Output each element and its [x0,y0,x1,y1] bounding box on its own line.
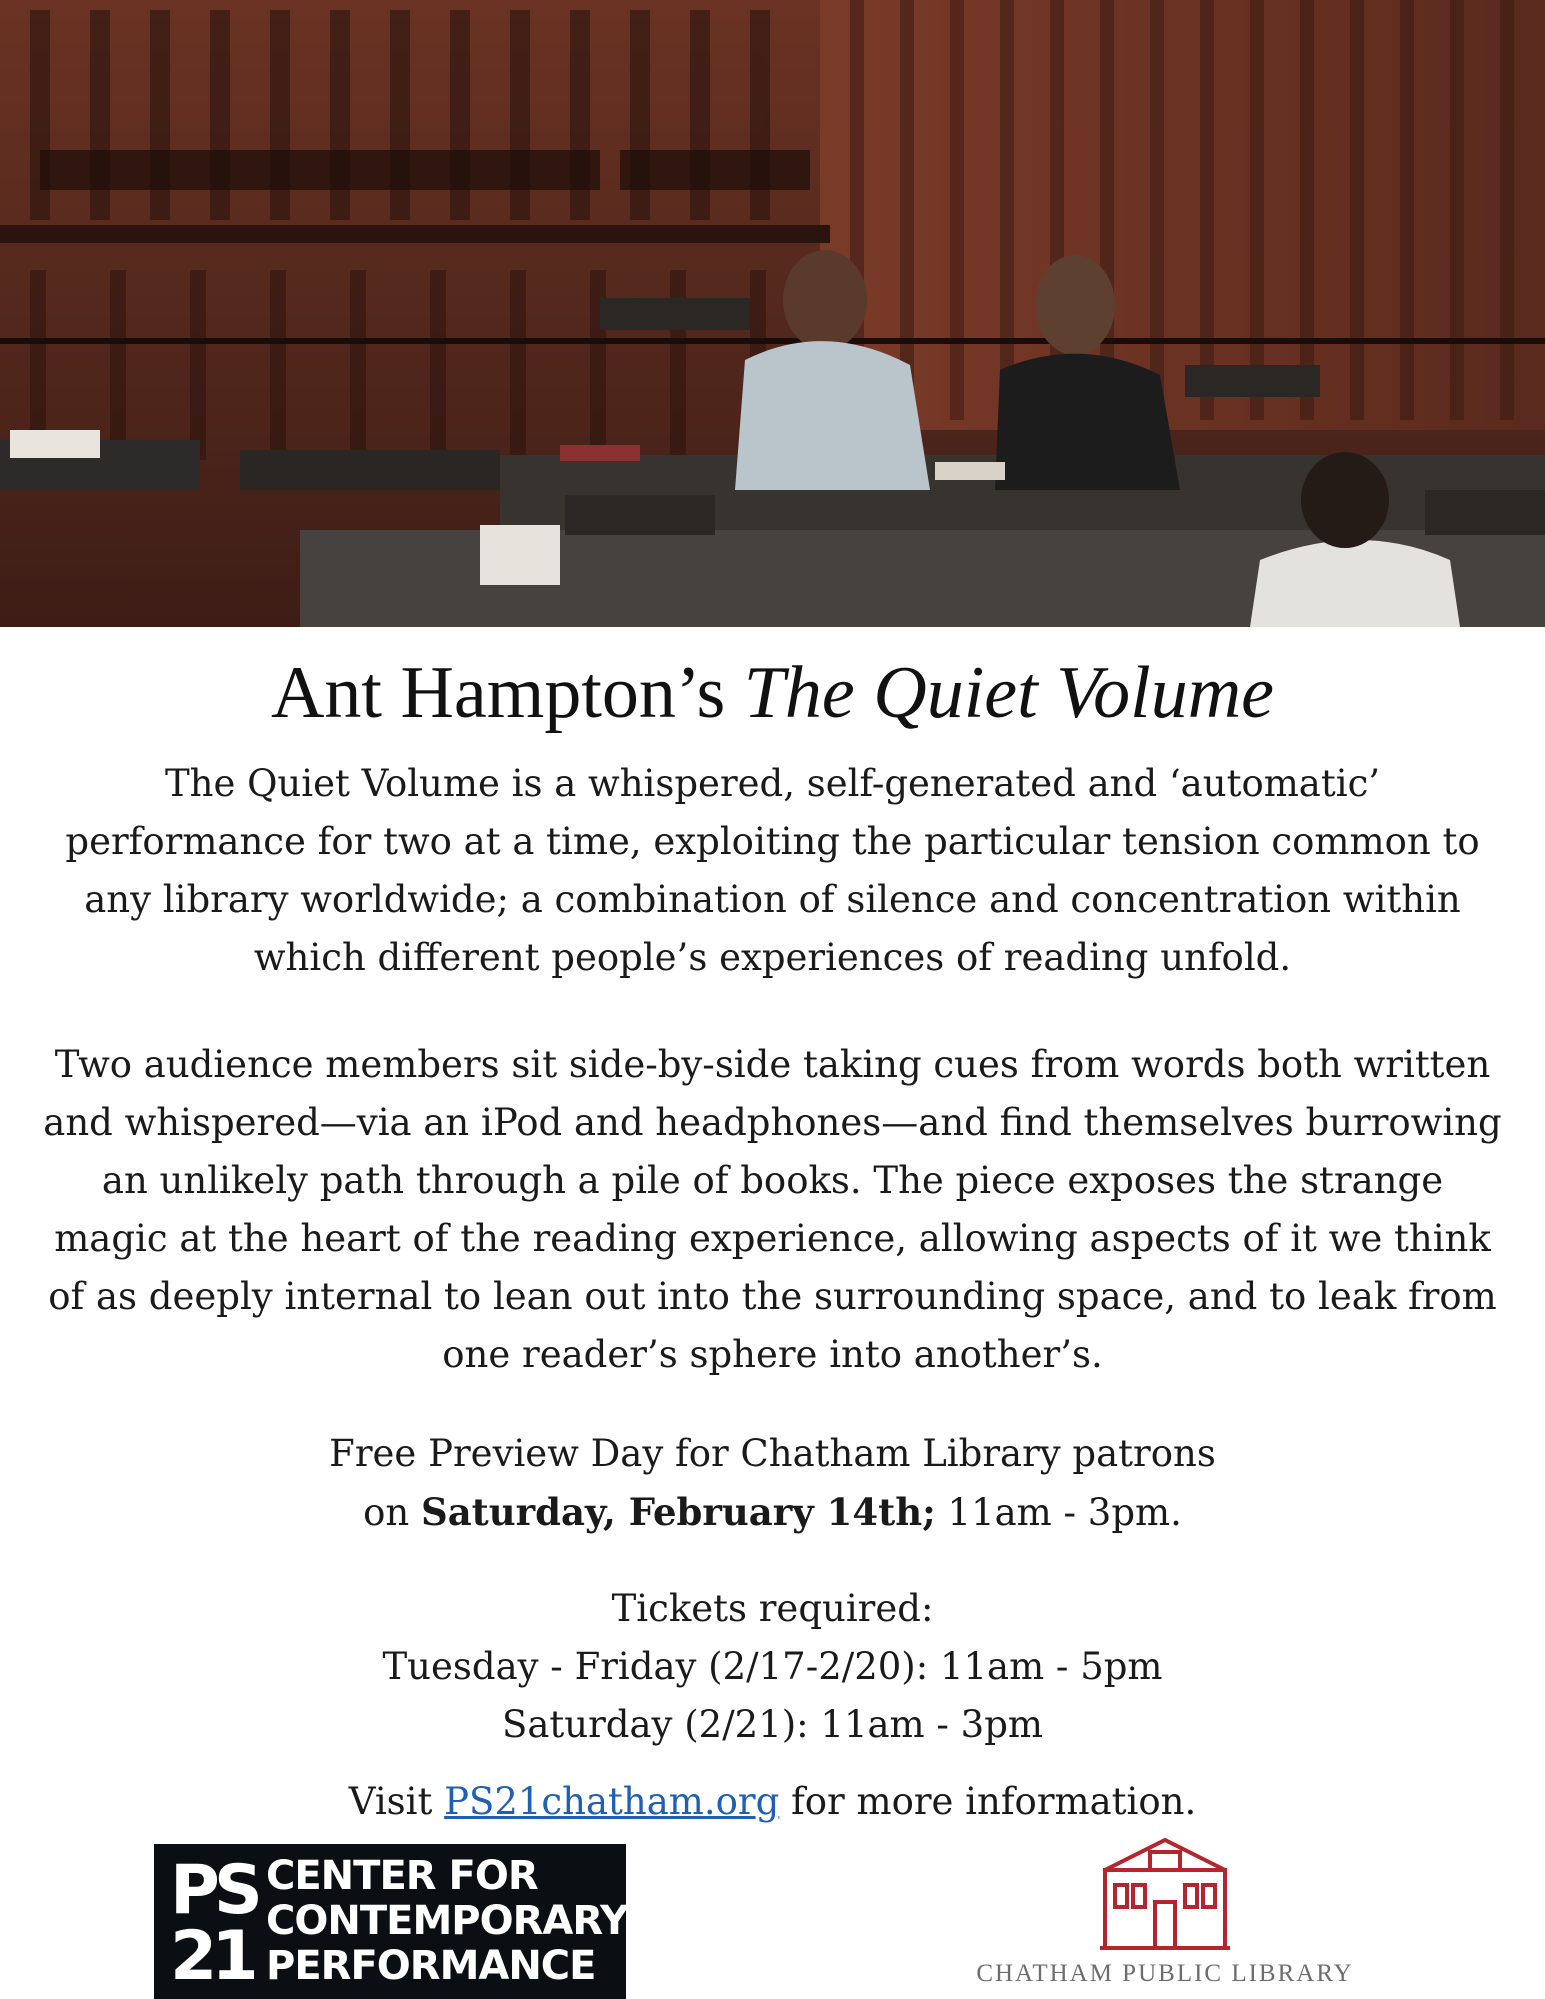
ps21-wordmark [266,1854,628,1989]
tickets-info [0,1580,1545,1754]
visit-info [0,1773,1545,1831]
chatham-library-logo [955,1830,1375,1999]
tickets-heading: Tickets required: [611,1587,934,1630]
ps21-line-1: CENTER FOR [266,1853,538,1899]
library-reading-room-photo [0,0,1545,627]
ps21-mark [170,1851,257,1996]
preview-prefix: on [363,1491,410,1534]
ps21-mark-top: PS [170,1851,257,1930]
ps21-website-link[interactable]: PS21chatham.org [444,1780,780,1823]
library-building-icon [955,1830,1375,1955]
title-italic: The Quiet Volume [743,652,1274,734]
description-paragraph-1: The Quiet Volume is a whispered, self-generated and ‘automatic’ performance for two at a time, exploiting the particular tension common to any library worldwide; a combination of silence and concentration within which different people’s experiences of reading unfold. [65,762,1480,979]
ps21-line-2: CONTEMPORARY [266,1898,628,1944]
visit-prefix: Visit [348,1780,433,1823]
tickets-saturday-hours: Saturday (2/21): 11am - 3pm [502,1703,1043,1746]
library-name: CHATHAM PUBLIC LIBRARY [976,1960,1354,1987]
event-title [0,648,1545,738]
preview-time: 11am - 3pm. [947,1491,1182,1534]
visit-suffix: for more information. [791,1780,1197,1823]
ps21-line-3: PERFORMANCE [266,1943,596,1989]
ps21-logo [154,1844,626,1999]
preview-day-info [0,1425,1545,1542]
ps21-mark-bottom: 21 [170,1917,253,1996]
preview-date: Saturday, February 14th; [420,1490,936,1534]
tickets-weekday-hours: Tuesday - Friday (2/17-2/20): 11am - 5pm [382,1645,1163,1688]
preview-line: Free Preview Day for Chatham Library patrons [329,1432,1216,1475]
description-paragraph-2: Two audience members sit side-by-side taking cues from words both written and whispered—via an iPod and headphones—and find themselves burrowing an unlikely path through a pile of books. The piece exposes the strange magic at the heart of the reading experience, allowing aspects of it we think of as deeply internal to lean out into the surrounding space, and to leak from one reader’s sphere into another’s. [43,1043,1502,1376]
title-main: Ant Hampton’s [270,652,726,734]
